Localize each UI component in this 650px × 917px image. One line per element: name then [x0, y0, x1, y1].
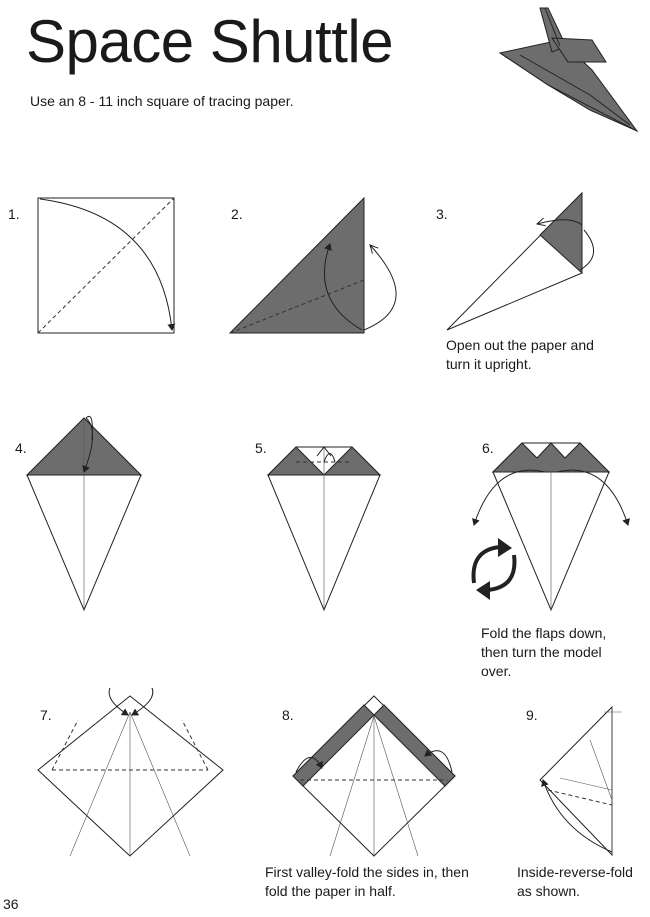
step-3-number: 3. — [436, 206, 448, 222]
step-8-diagram — [293, 696, 455, 856]
step-3-diagram — [447, 193, 594, 330]
step-4-diagram — [27, 416, 141, 610]
step-6-caption-line: Fold the flaps down, — [481, 625, 607, 641]
step-1-diagram — [38, 198, 174, 333]
step-2-number: 2. — [231, 206, 243, 222]
turn-over-arrows-icon — [474, 538, 515, 600]
step-5-diagram — [268, 447, 380, 610]
step-6-caption-line: over. — [481, 663, 512, 679]
step-8-number: 8. — [282, 707, 294, 723]
step-8-caption-line: First valley-fold the sides in, then — [265, 864, 469, 880]
step-6-number: 6. — [482, 440, 494, 456]
step-4-number: 4. — [15, 440, 27, 456]
step-9-diagram — [540, 707, 622, 855]
step-9-number: 9. — [526, 707, 538, 723]
step-3-caption-line: turn it upright. — [446, 356, 532, 372]
step-8-caption-line: fold the paper in half. — [265, 883, 396, 899]
step-7-number: 7. — [40, 707, 52, 723]
step-9-caption-line: as shown. — [517, 883, 581, 899]
step-3-caption-line: Open out the paper and — [446, 337, 594, 353]
step-6-caption-line: then turn the model — [481, 644, 602, 660]
page-number: 36 — [3, 896, 19, 912]
step-7-diagram — [38, 688, 223, 856]
step-2-diagram — [230, 198, 396, 333]
step-6-diagram — [474, 443, 628, 610]
step-5-number: 5. — [255, 440, 267, 456]
paper-instruction: Use an 8 - 11 inch square of tracing paper. — [30, 93, 294, 109]
step-1-number: 1. — [8, 206, 20, 222]
page-title: Space Shuttle — [26, 8, 394, 75]
step-9-caption-line: Inside-reverse-fold — [517, 864, 633, 880]
space-shuttle-illustration — [500, 8, 637, 131]
